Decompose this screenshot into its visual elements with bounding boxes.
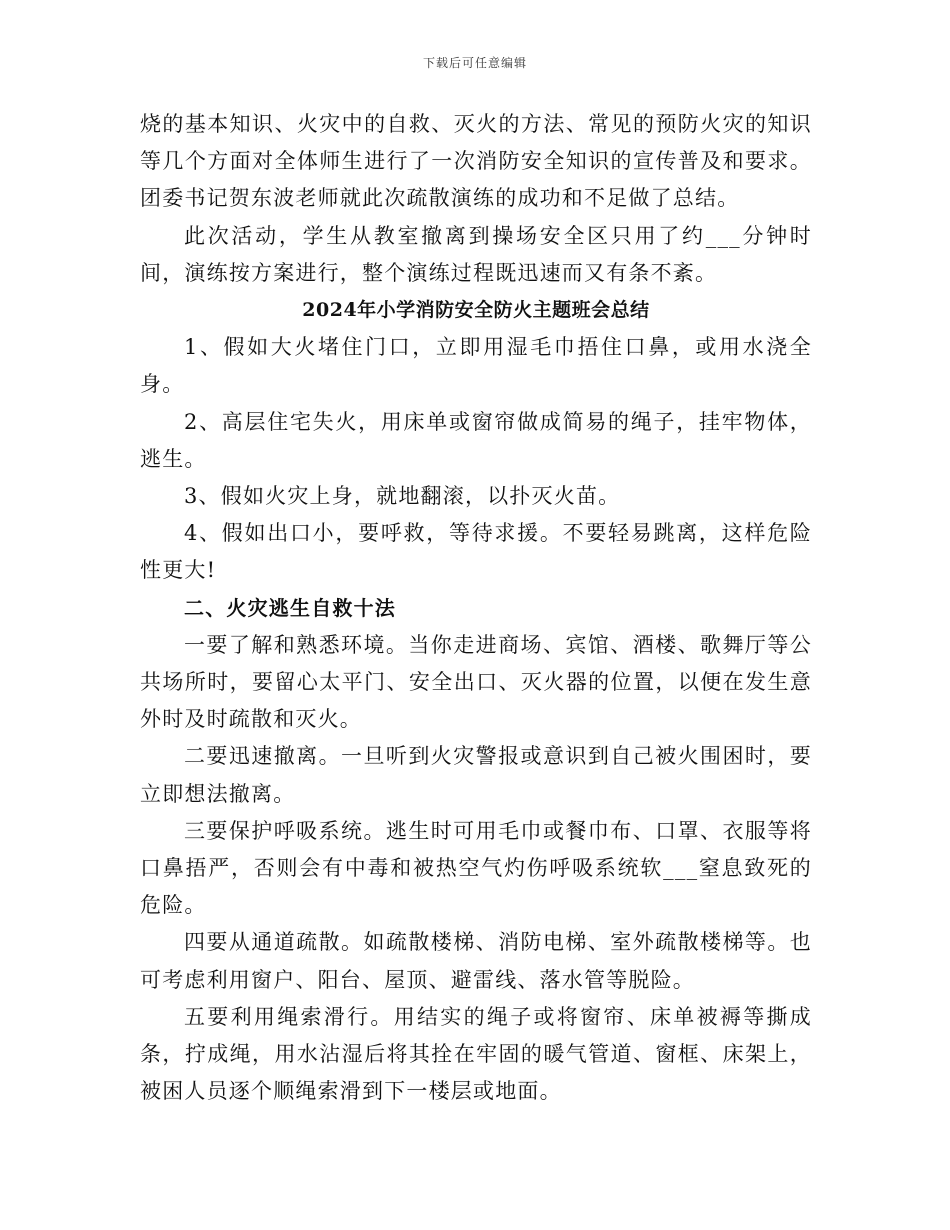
list-item-tip-2: 2、高层住宅失火，用床单或窗帘做成简易的绳子，挂牢物体，逃生。 bbox=[140, 409, 812, 471]
list-item-tip-3: 3、假如火灾上身，就地翻滚，以扑灭火苗。 bbox=[184, 484, 621, 509]
paragraph-method-1: 一要了解和熟悉环境。当你走进商场、宾馆、酒楼、歌舞厅等公共场所时，要留心太平门、安全出口、灭火器的位置，以便在发生意外时及时疏散和灭火。 bbox=[140, 632, 812, 732]
paragraph-method-3: 三要保护呼吸系统。逃生时可用毛巾或餐巾布、口罩、衣服等将口鼻捂严，否则会有中毒和被热空气灼伤呼吸系统软___窒息致死的危险。 bbox=[140, 818, 812, 918]
document-title: 2024年小学消防安全防火主题班会总结 bbox=[302, 299, 650, 322]
paragraph-activity-summary: 此次活动，学生从教室撤离到操场安全区只用了约___分钟时间，演练按方案进行，整个演练过程既迅速而又有条不紊。 bbox=[140, 223, 812, 285]
list-item-tip-1: 1、假如大火堵住门口，立即用湿毛巾捂住口鼻，或用水浇全身。 bbox=[140, 335, 812, 397]
paragraph-fire-knowledge: 烧的基本知识、火灾中的自救、灭火的方法、常见的预防火灾的知识等几个方面对全体师生进行了一次消防安全知识的宣传普及和要求。团委书记贺东波老师就此次疏散演练的成功和不足做了总结。 bbox=[140, 112, 812, 211]
paragraph-method-4: 四要从通道疏散。如疏散楼梯、消防电梯、室外疏散楼梯等。也可考虑利用窗户、阳台、屋顶、避雷线、落水管等脱险。 bbox=[140, 930, 812, 992]
paragraph-method-2: 二要迅速撤离。一旦听到火灾警报或意识到自己被火围困时，要立即想法撤离。 bbox=[140, 744, 812, 806]
paragraph-method-5: 五要利用绳索滑行。用结实的绳子或将窗帘、床单被褥等撕成条，拧成绳，用水沾湿后将其拴在牢固的暖气管道、窗框、床架上，被困人员逐个顺绳索滑到下一楼层或地面。 bbox=[140, 1004, 812, 1104]
page-header-note: 下载后可任意编辑 bbox=[422, 56, 527, 70]
section-heading: 二、火灾逃生自救十法 bbox=[184, 595, 396, 620]
list-item-tip-4: 4、假如出口小，要呼救，等待求援。不要轻易跳离，这样危险性更大! bbox=[140, 521, 812, 583]
document-body bbox=[140, 106, 812, 1110]
